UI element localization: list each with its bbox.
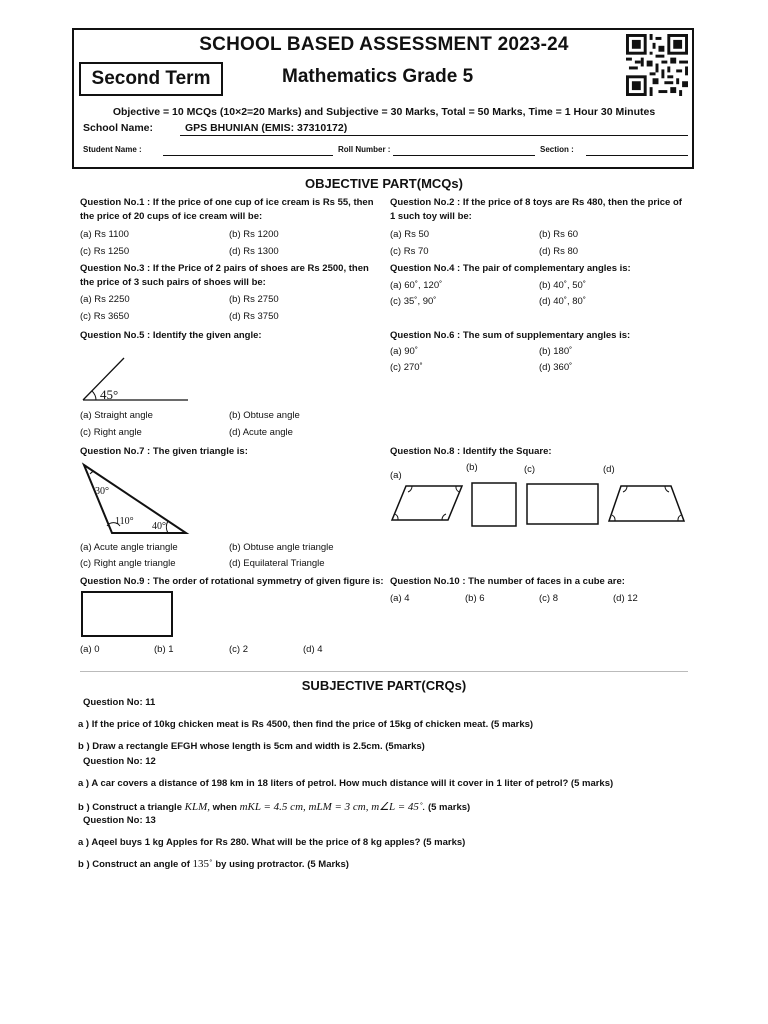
q3-option-b[interactable]: (b) Rs 2750 <box>229 294 279 305</box>
subjective-section-title: SUBJECTIVE PART(CRQs) <box>301 678 467 693</box>
q6-option-d[interactable]: (d) 360˚ <box>539 362 573 373</box>
school-name-underline <box>180 135 688 136</box>
q6-option-c[interactable]: (c) 270˚ <box>390 362 423 373</box>
q2-option-c[interactable]: (c) Rs 70 <box>390 246 429 257</box>
angle-45-figure <box>80 350 190 405</box>
question-6: Question No.6 : The sum of supplementary angles is: <box>390 330 631 341</box>
q3-option-d[interactable]: (d) Rs 3750 <box>229 311 279 322</box>
q12b-measurements: mKL = 4.5 cm, mLM = 3 cm, m∠L = 45˚. <box>239 801 426 813</box>
q8-option-b[interactable]: (b) <box>466 462 478 473</box>
objective-section-title: OBJECTIVE PART(MCQs) <box>305 176 463 191</box>
question-9: Question No.9 : The order of rotational symmetry of given figure is: <box>80 576 384 587</box>
student-name-field[interactable] <box>163 155 333 156</box>
q5-option-d[interactable]: (d) Acute angle <box>229 427 293 438</box>
q9-option-b[interactable]: (b) 1 <box>154 644 174 655</box>
question-12b <box>78 800 470 813</box>
question-4: Question No.4 : The pair of complementary angles is: <box>390 263 631 274</box>
question-13a: a ) Aqeel buys 1 kg Apples for Rs 280. What will be the price of 8 kg apples? (5 marks) <box>78 837 466 848</box>
q8-option-c[interactable]: (c) <box>524 464 536 475</box>
q4-option-d[interactable]: (d) 40˚, 80˚ <box>539 296 586 307</box>
q9-option-a[interactable]: (a) 0 <box>80 644 100 655</box>
q13b-prefix: b ) Construct an angle of <box>78 859 190 870</box>
marks-summary: Objective = 10 MCQs (10×2=20 Marks) and Subjective = 30 Marks, Total = 50 Marks, Time = 1 Hour 30 Minutes <box>112 106 656 118</box>
question-11b: b ) Draw a rectangle EFGH whose length is 5cm and width is 2.5cm. (5marks) <box>78 741 425 752</box>
q6-option-a[interactable]: (a) 90˚ <box>390 346 418 357</box>
question-12a: a ) A car covers a distance of 198 km in 18 liters of petrol. How much distance will it cover in 1 liter of petrol? (5 marks) <box>78 778 614 789</box>
school-name-value: GPS BHUNIAN (EMIS: 37310172) <box>185 122 348 134</box>
section-divider <box>80 671 688 672</box>
q7-option-c[interactable]: (c) Right angle triangle <box>80 558 176 569</box>
question-2: Question No.2 : If the price of 8 toys are Rs 480, then the price of 1 such toy will be: <box>390 197 682 222</box>
q5-option-a[interactable]: (a) Straight angle <box>80 410 153 421</box>
q10-option-b[interactable]: (b) 6 <box>465 593 485 604</box>
section-label: Section : <box>540 145 574 154</box>
question-11a: a ) If the price of 10kg chicken meat is Rs 4500, then find the price of 15kg of chicken meat. (5 marks) <box>78 719 534 730</box>
q1-option-b[interactable]: (b) Rs 1200 <box>229 229 279 240</box>
section-field[interactable] <box>586 155 688 156</box>
angle-label-110: 110° <box>115 516 134 527</box>
q1-option-d[interactable]: (d) Rs 1300 <box>229 246 279 257</box>
angle-label-40: 40° <box>152 521 166 532</box>
q13b-angle: 135˚ <box>192 858 213 870</box>
question-13: Question No: 13 <box>83 815 156 826</box>
q2-option-d[interactable]: (d) Rs 80 <box>539 246 579 257</box>
q9-option-c[interactable]: (c) 2 <box>229 644 248 655</box>
triangle-figure <box>80 462 190 537</box>
question-10: Question No.10 : The number of faces in a cube are: <box>390 576 625 587</box>
q3-option-c[interactable]: (c) Rs 3650 <box>80 311 130 322</box>
question-3: Question No.3 : If the Price of 2 pairs of shoes are Rs 2500, then the price of 3 such pairs of shoes will be: <box>80 263 369 288</box>
question-5: Question No.5 : Identify the given angle: <box>80 330 262 341</box>
q1-option-c[interactable]: (c) Rs 1250 <box>80 246 130 257</box>
angle-label-30: 30° <box>95 486 109 497</box>
q8-option-d[interactable]: (d) <box>603 464 615 475</box>
q7-option-a[interactable]: (a) Acute angle triangle <box>80 542 178 553</box>
question-8: Question No.8 : Identify the Square: <box>390 446 552 457</box>
q12b-suffix: (5 marks) <box>427 802 471 813</box>
roll-number-label: Roll Number : <box>338 145 391 154</box>
q7-option-d[interactable]: (d) Equilateral Triangle <box>229 558 325 569</box>
q12b-prefix: b ) Construct a triangle <box>78 802 182 813</box>
q1-option-a[interactable]: (a) Rs 1100 <box>80 229 129 240</box>
q3-option-a[interactable]: (a) Rs 2250 <box>80 294 130 305</box>
q4-option-c[interactable]: (c) 35˚, 90˚ <box>390 296 437 307</box>
student-name-label: Student Name : <box>83 145 142 154</box>
q12b-triangle-name: KLM, <box>184 801 210 813</box>
q4-option-b[interactable]: (b) 40˚, 50˚ <box>539 280 586 291</box>
q8-option-a[interactable]: (a) <box>390 470 402 481</box>
qr-code-icon <box>626 34 688 96</box>
shapes-figure <box>390 478 690 530</box>
q6-option-b[interactable]: (b) 180˚ <box>539 346 573 357</box>
question-12: Question No: 12 <box>83 756 156 767</box>
q5-option-b[interactable]: (b) Obtuse angle <box>229 410 300 421</box>
q2-option-a[interactable]: (a) Rs 50 <box>390 229 430 240</box>
q10-option-c[interactable]: (c) 8 <box>539 593 558 604</box>
term-box: Second Term <box>79 62 223 96</box>
school-name-label: School Name: <box>83 122 154 134</box>
q7-option-b[interactable]: (b) Obtuse angle triangle <box>229 542 334 553</box>
assessment-title: SCHOOL BASED ASSESSMENT 2023-24 <box>199 34 569 55</box>
q13b-suffix: by using protractor. (5 Marks) <box>215 859 349 870</box>
q10-option-d[interactable]: (d) 12 <box>613 593 638 604</box>
q4-option-a[interactable]: (a) 60˚, 120˚ <box>390 280 443 291</box>
question-7: Question No.7 : The given triangle is: <box>80 446 248 457</box>
question-1: Question No.1 : If the price of one cup of ice cream is Rs 55, then the price of 20 cups of ice cream will be: <box>80 197 374 222</box>
rectangle-figure <box>80 590 176 640</box>
q9-option-d[interactable]: (d) 4 <box>303 644 323 655</box>
angle-label: 45° <box>100 387 119 402</box>
q10-option-a[interactable]: (a) 4 <box>390 593 410 604</box>
subject-title: Mathematics Grade 5 <box>282 66 474 87</box>
question-11: Question No: 11 <box>83 697 156 708</box>
q12b-when: when <box>212 802 237 813</box>
question-13b <box>78 858 349 870</box>
q2-option-b[interactable]: (b) Rs 60 <box>539 229 579 240</box>
q5-option-c[interactable]: (c) Right angle <box>80 427 142 438</box>
roll-number-field[interactable] <box>393 155 535 156</box>
